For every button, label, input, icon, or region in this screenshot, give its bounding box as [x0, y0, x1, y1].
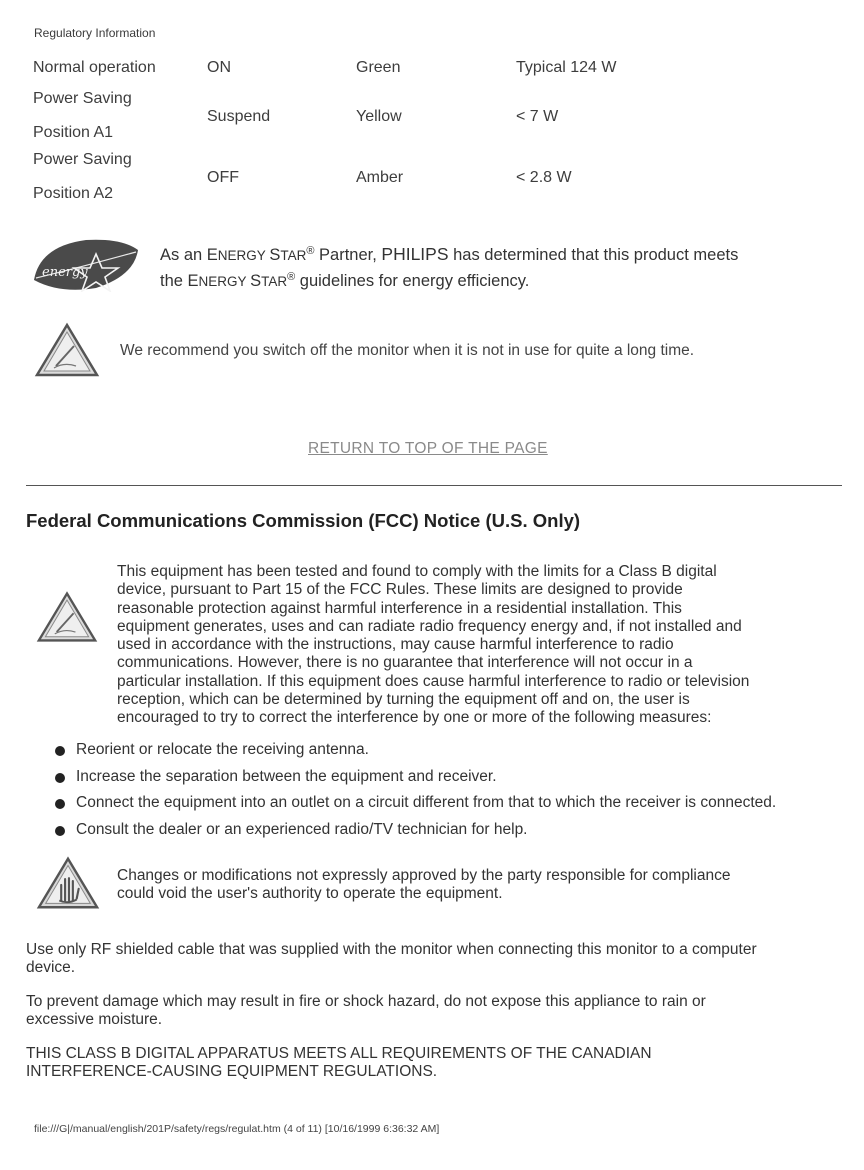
changes-line: Changes or modifications not expressly approved by the party responsible for compliance — [117, 867, 731, 884]
led-color-value: Green — [356, 59, 401, 76]
list-item — [54, 741, 854, 768]
es-s: S — [250, 272, 262, 290]
bullet-icon — [55, 826, 65, 836]
power-off-tip — [34, 320, 854, 380]
fcc-line: communications. However, there is no guarantee that interference will not occur in a — [117, 654, 693, 672]
paragraph-line: Use only RF shielded cable that was supplied with the monitor when connecting this monitor to a computer — [26, 941, 757, 958]
fcc-line: equipment generates, uses and can radiate radio frequency energy and, if not installed and — [117, 617, 742, 635]
list-item-text: Consult the dealer or an experienced radio/TV technician for help. — [76, 820, 528, 838]
list-item-text: Increase the separation between the equipment and receiver. — [76, 767, 497, 785]
paragraph-line: device. — [26, 959, 76, 977]
changes-warning — [117, 867, 817, 904]
es-line1-suffix: has determined that this product meets — [448, 246, 739, 264]
bullet-icon — [55, 799, 65, 809]
page-header-title: Regulatory Information — [34, 26, 156, 40]
fcc-line: reasonable protection against harmful interference in a residential installation. This — [117, 599, 682, 617]
canada-paragraph — [26, 1045, 846, 1082]
page-footer-url: file:///G|/manual/english/201P/safety/regs/regulat.htm (4 of 11) [10/16/1999 6:36:32 AM] — [34, 1123, 440, 1135]
fcc-line: This equipment has been tested and found to comply with the limits for a Class B digital — [117, 563, 717, 580]
list-item — [54, 794, 854, 821]
mode-label: Power Saving — [33, 90, 132, 107]
warning-hand-icon — [36, 855, 100, 911]
mode-label: Position A1 — [33, 124, 114, 141]
changes-line: could void the user's authority to operate the equipment. — [117, 885, 503, 903]
bullet-icon — [55, 746, 65, 756]
note-pencil-icon — [36, 590, 98, 644]
list-item-text: Reorient or relocate the receiving antenna. — [76, 741, 369, 758]
cable-paragraph — [26, 941, 846, 978]
fcc-line: particular installation. If this equipment does cause harmful interference to radio or television — [117, 672, 750, 690]
state-value: Suspend — [207, 108, 271, 125]
es-text-prefix: As an — [160, 246, 207, 264]
state-value: OFF — [207, 169, 239, 186]
power-value: < 2.8 W — [516, 169, 572, 186]
energy-star-notice — [30, 234, 850, 296]
fcc-line: device, pursuant to Part 15 of the FCC Rules. These limits are designed to provide — [117, 581, 683, 599]
power-saving-table — [33, 58, 853, 210]
fcc-line: encouraged to try to correct the interference by one or more of the following measures: — [117, 709, 712, 727]
energy-logo-text: energy — [42, 265, 88, 280]
brand-name: PHILIPS — [381, 244, 449, 264]
energy-star-line-1 — [160, 242, 738, 269]
energy-star-line-2 — [160, 269, 738, 295]
es-tar: TAR — [261, 274, 288, 289]
fcc-line: reception, which can be determined by turning the equipment off and on, the user is — [117, 691, 690, 709]
bullet-icon — [55, 773, 65, 783]
list-item-text: Connect the equipment into an outlet on a circuit different from that to which the receiver is connected. — [76, 794, 777, 811]
es-line2-prefix: the — [160, 272, 188, 290]
damage-paragraph — [26, 993, 846, 1030]
paragraph-line: excessive moisture. — [26, 1011, 163, 1029]
table-row — [33, 58, 853, 86]
es-e: E — [187, 272, 199, 290]
table-row — [33, 148, 853, 210]
es-tar: TAR — [280, 248, 307, 263]
fcc-heading: Federal Communications Commission (FCC) Notice (U.S. Only) — [26, 510, 581, 531]
fcc-line: used in accordance with the instructions, may cause harmful interference to radio — [117, 636, 674, 654]
power-value: < 7 W — [516, 108, 559, 125]
registered-mark: ® — [306, 245, 315, 257]
es-partner: Partner, — [314, 246, 382, 264]
note-pencil-icon — [34, 322, 100, 378]
energy-star-logo-icon — [30, 236, 142, 292]
es-nergy: NERGY — [217, 248, 270, 263]
mode-label: Normal operation — [33, 59, 156, 76]
es-nergy: NERGY — [198, 274, 251, 289]
es-s: S — [269, 246, 281, 264]
fcc-statement — [117, 563, 817, 728]
table-row — [33, 86, 853, 148]
es-line2-suffix: guidelines for energy efficiency. — [295, 272, 530, 290]
registered-mark: ® — [287, 271, 296, 283]
return-to-top-link[interactable]: RETURN TO TOP OF THE PAGE — [308, 440, 548, 457]
list-item — [54, 821, 854, 848]
es-e: E — [206, 246, 218, 264]
paragraph-line: INTERFERENCE-CAUSING EQUIPMENT REGULATIONS. — [26, 1063, 438, 1081]
power-value: Typical 124 W — [516, 59, 617, 76]
led-color-value: Yellow — [356, 108, 402, 125]
mode-label: Power Saving — [33, 151, 132, 168]
mode-label: Position A2 — [33, 185, 114, 202]
list-item — [54, 768, 854, 795]
led-color-value: Amber — [356, 169, 404, 186]
paragraph-line: THIS CLASS B DIGITAL APPARATUS MEETS ALL REQUIREMENTS OF THE CANADIAN — [26, 1045, 652, 1062]
section-divider — [26, 485, 842, 486]
tip-text: We recommend you switch off the monitor when it is not in use for quite a long time. — [120, 342, 695, 359]
state-value: ON — [207, 59, 231, 76]
measures-list — [54, 741, 854, 847]
paragraph-line: To prevent damage which may result in fire or shock hazard, do not expose this appliance to rain or — [26, 993, 706, 1010]
